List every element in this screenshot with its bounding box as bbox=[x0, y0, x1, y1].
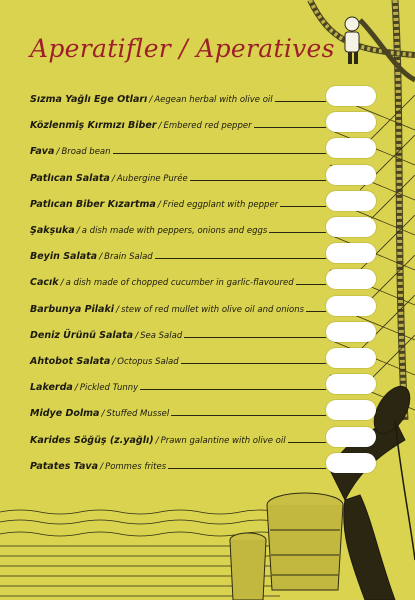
price-field bbox=[326, 296, 376, 316]
dotted-leader-line bbox=[269, 232, 326, 233]
dotted-leader-line bbox=[190, 180, 326, 181]
item-name-turkish: Midye Dolma bbox=[30, 408, 100, 420]
menu-item-text bbox=[30, 115, 326, 131]
menu-item bbox=[30, 168, 405, 184]
name-separator: / bbox=[116, 304, 120, 315]
item-name-english: Stuffed Mussel bbox=[106, 409, 170, 420]
menu-item bbox=[30, 220, 405, 236]
menu-item bbox=[30, 115, 405, 131]
dotted-leader-line bbox=[254, 127, 326, 128]
menu-item-text bbox=[30, 430, 326, 446]
item-name-english: Octopus Salad bbox=[117, 357, 179, 367]
menu-item bbox=[30, 194, 405, 210]
item-name-turkish: Deniz Ürünü Salata bbox=[30, 329, 134, 341]
item-name-english: Aubergine Purée bbox=[116, 173, 188, 184]
sailor-figure bbox=[345, 17, 359, 64]
menu-item-text bbox=[30, 351, 326, 367]
menu-item-text bbox=[30, 168, 326, 184]
dotted-leader-line bbox=[168, 468, 326, 469]
item-name-english: stew of red mullet with olive oil and onions bbox=[121, 304, 305, 315]
item-name-turkish: Közlenmiş Kırmızı Biber bbox=[30, 120, 157, 132]
price-field bbox=[326, 165, 376, 185]
menu-item bbox=[30, 272, 405, 288]
name-separator: / bbox=[99, 252, 103, 263]
menu-item bbox=[30, 403, 405, 419]
menu-item-text bbox=[30, 220, 326, 236]
item-name-english: Brain Salad bbox=[104, 252, 153, 263]
name-separator: / bbox=[149, 95, 153, 105]
name-separator: / bbox=[60, 278, 64, 289]
dotted-leader-line bbox=[275, 101, 326, 102]
item-name-turkish: Patates Tava bbox=[30, 460, 99, 472]
price-field bbox=[326, 322, 376, 342]
item-name-english: Fried eggplant with pepper bbox=[162, 199, 279, 210]
item-name-turkish: Sızma Yağlı Ege Otları bbox=[30, 94, 148, 105]
menu-item-text bbox=[30, 377, 326, 393]
price-field bbox=[326, 138, 376, 158]
item-name-english: a dish made with peppers, onions and eggs bbox=[81, 226, 268, 236]
menu-item-text bbox=[30, 141, 326, 157]
name-separator: / bbox=[135, 330, 139, 341]
price-field bbox=[326, 86, 376, 106]
menu-item bbox=[30, 377, 405, 393]
price-field bbox=[326, 374, 376, 394]
price-field bbox=[326, 217, 376, 237]
menu-item bbox=[30, 430, 405, 446]
dotted-leader-line bbox=[184, 337, 326, 338]
item-name-english: Pickled Tunny bbox=[79, 383, 139, 394]
dotted-leader-line bbox=[171, 415, 326, 416]
menu-item bbox=[30, 89, 405, 105]
item-name-english: Broad bean bbox=[61, 147, 111, 158]
name-separator: / bbox=[56, 147, 60, 158]
item-name-turkish: Ahtobot Salata bbox=[30, 356, 111, 367]
dotted-leader-line bbox=[288, 442, 326, 443]
item-name-turkish: Barbunya Pilaki bbox=[30, 303, 115, 315]
name-separator: / bbox=[157, 199, 161, 210]
dotted-leader-line bbox=[296, 284, 326, 285]
dotted-leader-line bbox=[155, 258, 326, 259]
item-name-turkish: Karides Söğüş (z.yağlı) bbox=[30, 434, 154, 446]
item-name-turkish: Cacık bbox=[30, 277, 59, 289]
name-separator: / bbox=[101, 409, 105, 420]
menu-item-text bbox=[30, 194, 326, 210]
menu-item-text bbox=[30, 325, 326, 341]
price-field bbox=[326, 400, 376, 420]
name-separator: / bbox=[76, 226, 80, 236]
dotted-leader-line bbox=[280, 206, 326, 207]
menu-item-text bbox=[30, 246, 326, 262]
item-name-turkish: Lakerda bbox=[30, 382, 73, 394]
price-field bbox=[326, 348, 376, 368]
price-field bbox=[326, 269, 376, 289]
dotted-leader-line bbox=[113, 153, 326, 154]
item-name-turkish: Şakşuka bbox=[30, 225, 75, 236]
item-name-english: Sea Salad bbox=[140, 330, 183, 341]
item-name-turkish: Beyin Salata bbox=[30, 251, 98, 263]
dotted-leader-line bbox=[306, 311, 326, 312]
name-separator: / bbox=[111, 173, 115, 184]
menu-item-text bbox=[30, 403, 326, 419]
dotted-leader-line bbox=[181, 363, 326, 364]
section-title: Aperatifler / Aperatives bbox=[30, 34, 335, 63]
price-field bbox=[326, 453, 376, 473]
menu-item-text bbox=[30, 456, 326, 472]
name-separator: / bbox=[74, 383, 78, 394]
menu-item bbox=[30, 246, 405, 262]
name-separator: / bbox=[112, 357, 116, 367]
name-separator: / bbox=[100, 461, 104, 472]
menu-item bbox=[30, 456, 405, 472]
item-name-turkish: Patlıcan Salata bbox=[30, 172, 110, 184]
item-name-english: Prawn galantine with olive oil bbox=[160, 435, 286, 446]
menu-item bbox=[30, 299, 405, 315]
item-name-english: Aegean herbal with olive oil bbox=[154, 95, 273, 105]
price-field bbox=[326, 427, 376, 447]
menu-item bbox=[30, 351, 405, 367]
price-field bbox=[326, 243, 376, 263]
name-separator: / bbox=[155, 435, 159, 446]
price-field bbox=[326, 112, 376, 132]
menu-item-text bbox=[30, 299, 326, 315]
menu-item-text bbox=[30, 89, 326, 105]
dotted-leader-line bbox=[140, 389, 326, 390]
name-separator: / bbox=[158, 121, 162, 132]
item-name-turkish: Patlıcan Biber Kızartma bbox=[30, 198, 156, 210]
price-field bbox=[326, 191, 376, 211]
item-name-turkish: Fava bbox=[30, 146, 55, 158]
item-name-english: a dish made of chopped cucumber in garlic-flavoured bbox=[65, 278, 294, 289]
item-name-english: Embered red pepper bbox=[163, 121, 252, 132]
item-name-english: Pommes frites bbox=[105, 461, 167, 472]
menu-item-text bbox=[30, 272, 326, 288]
menu-item bbox=[30, 325, 405, 341]
menu-item bbox=[30, 141, 405, 157]
